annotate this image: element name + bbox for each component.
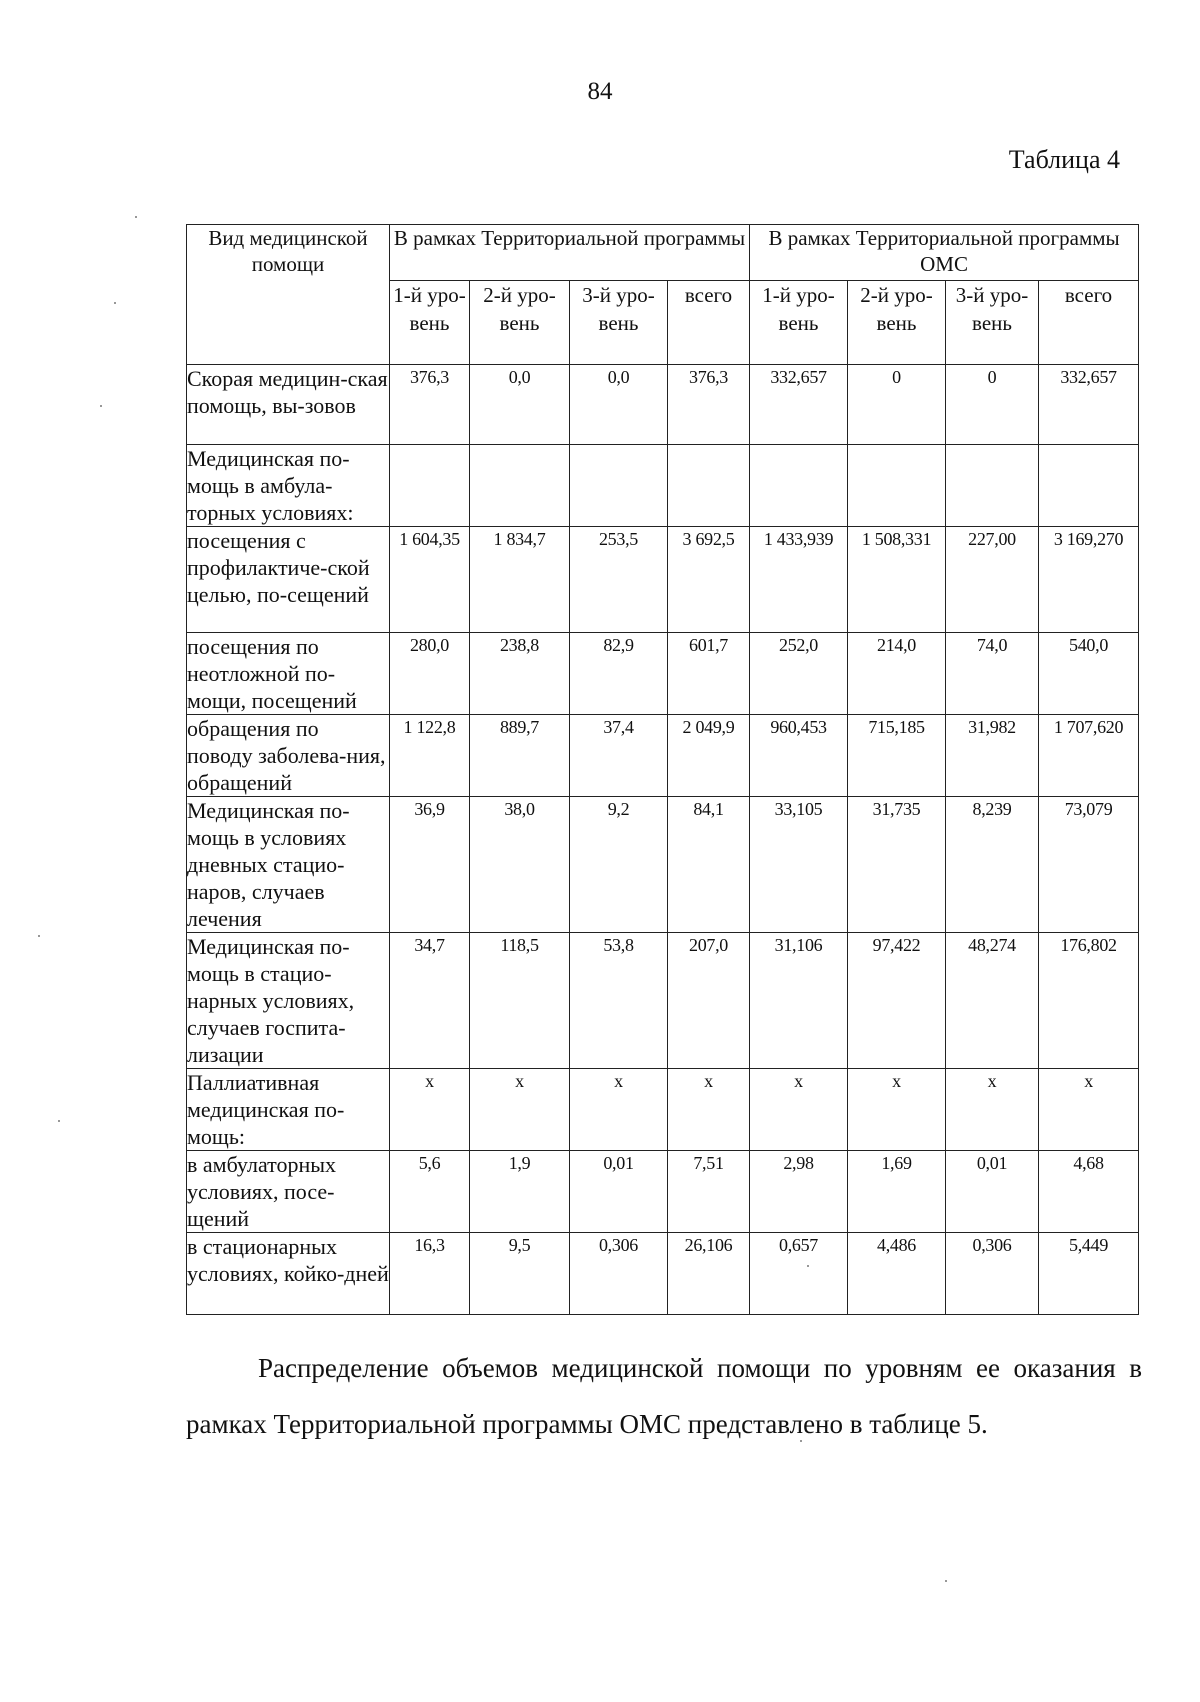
value-cell: х — [848, 1069, 946, 1151]
scan-speck — [807, 1265, 809, 1267]
header-group-oms — [750, 225, 1139, 281]
subheader-cell: всего — [668, 281, 750, 365]
value-cell: 38,0 — [470, 797, 570, 933]
scan-speck — [58, 1120, 60, 1122]
value-cell: 1 508,331 — [848, 527, 946, 633]
table-row — [187, 1069, 1139, 1151]
value-cell: 34,7 — [390, 933, 470, 1069]
value-cell: 715,185 — [848, 715, 946, 797]
value-cell: 252,0 — [750, 633, 848, 715]
value-cell: х — [390, 1069, 470, 1151]
scan-speck — [38, 935, 40, 937]
row-label: посещения по неотложной по-мощи, посещений — [187, 633, 390, 715]
value-cell: 74,0 — [946, 633, 1039, 715]
table-row — [187, 933, 1139, 1069]
value-cell: 207,0 — [668, 933, 750, 1069]
table-caption: Таблица 4 — [1008, 145, 1120, 174]
value-cell: 1,69 — [848, 1151, 946, 1233]
header-group-label: В рамках Территориальной программы ОМС — [768, 226, 1120, 276]
value-cell — [390, 445, 470, 527]
value-cell: 118,5 — [470, 933, 570, 1069]
value-cell: 9,5 — [470, 1233, 570, 1315]
value-cell: 4,486 — [848, 1233, 946, 1315]
value-cell: 238,8 — [470, 633, 570, 715]
value-cell: 3 169,270 — [1039, 527, 1139, 633]
value-cell: х — [1039, 1069, 1139, 1151]
subheader-cell: 1-й уро-вень — [750, 281, 848, 365]
row-label: обращения по поводу заболева-ния, обращений — [187, 715, 390, 797]
value-cell: 2 049,9 — [668, 715, 750, 797]
scan-speck — [100, 405, 102, 407]
value-cell: 0,0 — [570, 365, 668, 445]
value-cell: 1 122,8 — [390, 715, 470, 797]
subheader-cell: 1-й уро-вень — [390, 281, 470, 365]
value-cell: 97,422 — [848, 933, 946, 1069]
row-label: посещения с профилактиче-ской целью, по-сещений — [187, 527, 390, 633]
value-cell: 2,98 — [750, 1151, 848, 1233]
value-cell — [570, 445, 668, 527]
value-cell: 960,453 — [750, 715, 848, 797]
value-cell: 176,802 — [1039, 933, 1139, 1069]
header-group-label: В рамках Территориальной программы — [393, 226, 746, 250]
table-row — [187, 527, 1139, 633]
scan-speck — [945, 1580, 947, 1582]
header-type-cell — [187, 225, 390, 365]
row-label: Скорая медицин-ская помощь, вы-зовов — [187, 365, 390, 445]
value-cell — [668, 445, 750, 527]
table-row — [187, 797, 1139, 933]
value-cell: 7,51 — [668, 1151, 750, 1233]
value-cell: 227,00 — [946, 527, 1039, 633]
value-cell: 1 707,620 — [1039, 715, 1139, 797]
page-number: 84 — [587, 78, 613, 105]
value-cell: 0,306 — [570, 1233, 668, 1315]
value-cell — [848, 445, 946, 527]
row-label: в стационарных условиях, койко-дней — [187, 1233, 390, 1315]
subheader-cell: 3-й уро-вень — [946, 281, 1039, 365]
value-cell: 0 — [946, 365, 1039, 445]
scan-speck — [135, 216, 137, 218]
value-cell: 0,306 — [946, 1233, 1039, 1315]
value-cell: 280,0 — [390, 633, 470, 715]
table-row — [187, 715, 1139, 797]
value-cell: 73,079 — [1039, 797, 1139, 933]
value-cell: 26,106 — [668, 1233, 750, 1315]
scan-speck — [114, 302, 116, 304]
value-cell: 37,4 — [570, 715, 668, 797]
value-cell: 31,106 — [750, 933, 848, 1069]
value-cell: 31,735 — [848, 797, 946, 933]
value-cell: 0,0 — [470, 365, 570, 445]
row-label: Медицинская по-мощь в условиях дневных стацио-наров, случаев лечения — [187, 797, 390, 933]
value-cell: 0,01 — [946, 1151, 1039, 1233]
data-table — [186, 224, 1139, 1315]
value-cell: 1 834,7 — [470, 527, 570, 633]
value-cell: 253,5 — [570, 527, 668, 633]
value-cell: 53,8 — [570, 933, 668, 1069]
value-cell: 16,3 — [390, 1233, 470, 1315]
value-cell — [946, 445, 1039, 527]
table-row — [187, 1151, 1139, 1233]
subheader-cell: 2-й уро-вень — [848, 281, 946, 365]
value-cell: 36,9 — [390, 797, 470, 933]
row-label: Медицинская по-мощь в стацио-нарных условиях, случаев госпита-лизации — [187, 933, 390, 1069]
value-cell: х — [470, 1069, 570, 1151]
value-cell: 601,7 — [668, 633, 750, 715]
value-cell: 214,0 — [848, 633, 946, 715]
value-cell: 1,9 — [470, 1151, 570, 1233]
value-cell: 31,982 — [946, 715, 1039, 797]
value-cell: 9,2 — [570, 797, 668, 933]
value-cell: х — [570, 1069, 668, 1151]
value-cell: 376,3 — [390, 365, 470, 445]
value-cell: 5,6 — [390, 1151, 470, 1233]
value-cell: 48,274 — [946, 933, 1039, 1069]
body-paragraph: Распределение объемов медицинской помощи по уровням ее оказания в рамках Территориальной программы ОМС представлено в таблице 5. — [186, 1353, 1142, 1439]
table-row — [187, 445, 1139, 527]
value-cell: 1 433,939 — [750, 527, 848, 633]
value-cell: 376,3 — [668, 365, 750, 445]
value-cell: х — [668, 1069, 750, 1151]
table-row — [187, 1233, 1139, 1315]
table-row — [187, 365, 1139, 445]
value-cell: 332,657 — [1039, 365, 1139, 445]
value-cell — [750, 445, 848, 527]
value-cell: 540,0 — [1039, 633, 1139, 715]
value-cell: 82,9 — [570, 633, 668, 715]
value-cell: 0,657 — [750, 1233, 848, 1315]
header-type-label: Вид медицинской помощи — [208, 226, 368, 276]
row-label: в амбулаторных условиях, посе-щений — [187, 1151, 390, 1233]
scan-speck — [800, 1440, 802, 1442]
value-cell: 889,7 — [470, 715, 570, 797]
subheader-cell: 2-й уро-вень — [470, 281, 570, 365]
value-cell: 1 604,35 — [390, 527, 470, 633]
value-cell: 0,01 — [570, 1151, 668, 1233]
value-cell: х — [750, 1069, 848, 1151]
header-group-territorial — [390, 225, 750, 281]
value-cell: 8,239 — [946, 797, 1039, 933]
value-cell: 33,105 — [750, 797, 848, 933]
row-label: Медицинская по-мощь в амбула-торных условиях: — [187, 445, 390, 527]
row-label: Паллиативная медицинская по-мощь: — [187, 1069, 390, 1151]
value-cell: 332,657 — [750, 365, 848, 445]
value-cell: 3 692,5 — [668, 527, 750, 633]
subheader-cell: 3-й уро-вень — [570, 281, 668, 365]
value-cell: 4,68 — [1039, 1151, 1139, 1233]
value-cell — [1039, 445, 1139, 527]
value-cell: 0 — [848, 365, 946, 445]
subheader-cell: всего — [1039, 281, 1139, 365]
value-cell: 5,449 — [1039, 1233, 1139, 1315]
value-cell: 84,1 — [668, 797, 750, 933]
table-row — [187, 633, 1139, 715]
value-cell — [470, 445, 570, 527]
value-cell: х — [946, 1069, 1039, 1151]
